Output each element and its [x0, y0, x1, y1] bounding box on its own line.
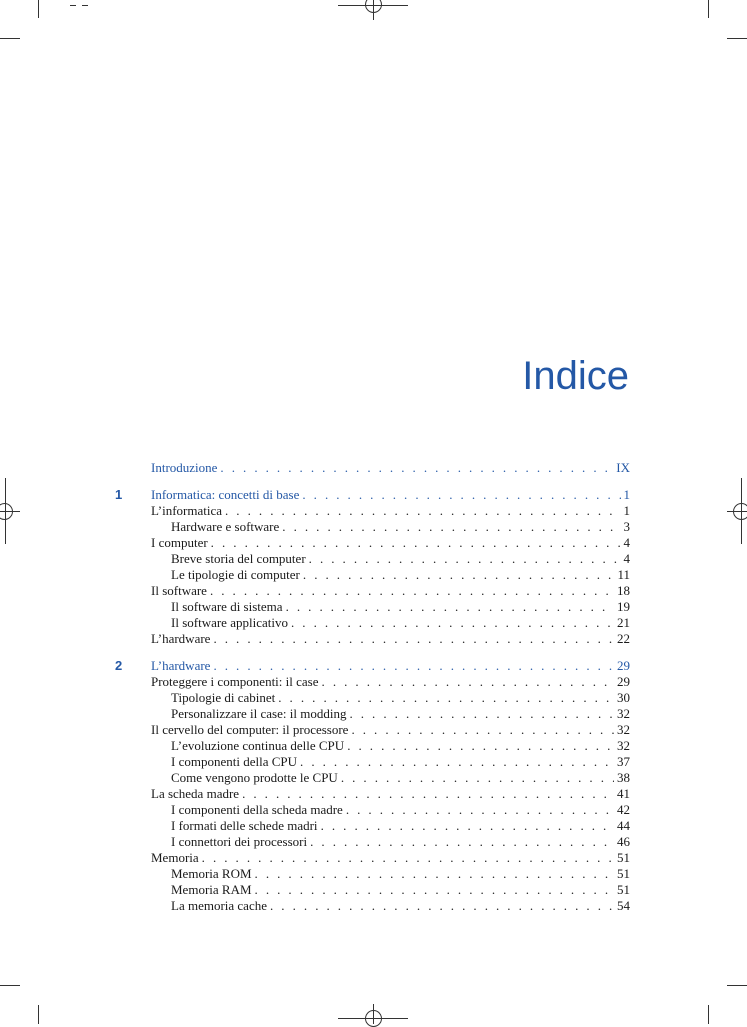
toc-entry[interactable]: [115, 503, 630, 519]
entry-page: 18: [617, 583, 630, 598]
entry-label: Personalizzare il case: il modding: [171, 706, 347, 721]
entry-label: Memoria: [151, 850, 199, 865]
entry-label: L’evoluzione continua delle CPU: [171, 738, 345, 753]
entry-page: 4: [623, 535, 630, 550]
entry-label: Il software di sistema: [171, 599, 283, 614]
entry-page: 19: [617, 599, 630, 614]
entry-page: 30: [617, 690, 630, 705]
dot-leader: [278, 690, 614, 706]
entry-label: Il software: [151, 583, 207, 598]
toc-entry[interactable]: [115, 850, 630, 866]
entry-page: 46: [617, 834, 630, 849]
entry-page: 11: [617, 567, 630, 582]
toc-entry[interactable]: [115, 786, 630, 802]
chapter-page: 29: [617, 658, 630, 673]
entry-label: I formati delle schede madri: [171, 818, 318, 833]
toc-subentry[interactable]: [115, 567, 630, 583]
dot-leader: [210, 583, 614, 599]
dot-leader: [346, 802, 614, 818]
entry-page: 4: [623, 551, 630, 566]
dot-leader: [220, 460, 613, 476]
toc-subentry[interactable]: [115, 754, 630, 770]
toc-subentry[interactable]: [115, 818, 630, 834]
entry-label: Hardware e software: [171, 519, 280, 534]
entry-page: 51: [617, 850, 630, 865]
intro-section: [115, 460, 630, 476]
entry-page: 41: [617, 786, 630, 801]
page-title: Indice: [522, 354, 629, 398]
dot-leader: [225, 503, 621, 519]
entry-label: I connettori dei processori: [171, 834, 308, 849]
entry-label: Breve storia del computer: [171, 551, 306, 566]
entry-label: I componenti della CPU: [171, 754, 298, 769]
toc-subentry[interactable]: [115, 738, 630, 754]
dot-leader: [286, 599, 614, 615]
toc-subentry[interactable]: [115, 834, 630, 850]
entry-page: 21: [617, 615, 630, 630]
toc-entry[interactable]: [115, 631, 630, 647]
toc-subentry[interactable]: [115, 690, 630, 706]
toc-entry[interactable]: [115, 674, 630, 690]
entry-page: 44: [617, 818, 630, 833]
dot-leader: [255, 866, 614, 882]
toc-subentry[interactable]: [115, 519, 630, 535]
entry-page: 42: [617, 802, 630, 817]
chapter-number: 2: [115, 658, 123, 673]
toc-subentry[interactable]: [115, 802, 630, 818]
entry-page: 32: [617, 738, 630, 753]
entry-page: 51: [617, 882, 630, 897]
entry-label: Proteggere i componenti: il case: [151, 674, 319, 689]
entry-page: 32: [617, 706, 630, 721]
chapter-list: [115, 487, 630, 914]
chapter-title: Informatica: concetti di base: [151, 487, 300, 502]
dot-leader: [309, 551, 621, 567]
entry-label: Il cervello del computer: il processore: [151, 722, 349, 737]
entry-page: 3: [623, 519, 630, 534]
entry-label: La memoria cache: [171, 898, 267, 913]
entry-page: 38: [617, 770, 630, 785]
chapter-title: L’hardware: [151, 658, 211, 673]
entry-page: 37: [617, 754, 630, 769]
entry-page: 51: [617, 866, 630, 881]
dot-leader: [291, 615, 614, 631]
toc-subentry[interactable]: [115, 898, 630, 914]
entry-label: Tipologie di cabinet: [171, 690, 276, 705]
entry-page: IX: [616, 460, 630, 475]
toc-subentry[interactable]: [115, 615, 630, 631]
chapter-section: [115, 658, 630, 914]
entry-page: 54: [617, 898, 630, 913]
toc-entry[interactable]: [115, 722, 630, 738]
chapter-section: [115, 487, 630, 647]
entry-label: Il software applicativo: [171, 615, 288, 630]
dot-leader: [349, 706, 614, 722]
entry-label: Memoria ROM: [171, 866, 252, 881]
toc-subentry[interactable]: [115, 882, 630, 898]
dot-leader: [321, 818, 614, 834]
table-of-contents: [115, 460, 630, 925]
toc-entry[interactable]: [115, 583, 630, 599]
entry-label: L’hardware: [151, 631, 211, 646]
toc-entry[interactable]: [115, 535, 630, 551]
dot-leader: [351, 722, 614, 738]
dot-leader: [270, 898, 614, 914]
chapter-heading[interactable]: [115, 487, 630, 503]
dot-leader: [255, 882, 614, 898]
entry-label: Introduzione: [151, 460, 218, 475]
dot-leader: [213, 658, 614, 674]
toc-subentry[interactable]: [115, 551, 630, 567]
dot-leader: [303, 567, 615, 583]
dot-leader: [322, 674, 614, 690]
entry-label: I componenti della scheda madre: [171, 802, 343, 817]
toc-subentry[interactable]: [115, 770, 630, 786]
chapter-number: 1: [115, 487, 123, 502]
dot-leader: [282, 519, 620, 535]
entry-page: 22: [617, 631, 630, 646]
entry-label: I computer: [151, 535, 208, 550]
dot-leader: [302, 487, 620, 503]
dot-leader: [347, 738, 614, 754]
dot-leader: [202, 850, 614, 866]
entry-label: Memoria RAM: [171, 882, 252, 897]
entry-page: 32: [617, 722, 630, 737]
dot-leader: [213, 631, 614, 647]
toc-subentry[interactable]: [115, 599, 630, 615]
entry-label: L’informatica: [151, 503, 222, 518]
dot-leader: [341, 770, 614, 786]
toc-subentry[interactable]: [115, 706, 630, 722]
intro-entry[interactable]: [115, 460, 630, 476]
entry-label: Come vengono prodotte le CPU: [171, 770, 338, 785]
dot-leader: [310, 834, 614, 850]
dot-leader: [211, 535, 621, 551]
chapter-heading[interactable]: [115, 658, 630, 674]
toc-subentry[interactable]: [115, 866, 630, 882]
entry-label: La scheda madre: [151, 786, 240, 801]
chapter-page: 1: [623, 487, 630, 502]
entry-page: 29: [617, 674, 630, 689]
entry-label: Le tipologie di computer: [171, 567, 300, 582]
dot-leader: [242, 786, 614, 802]
dot-leader: [300, 754, 614, 770]
entry-page: 1: [623, 503, 630, 518]
